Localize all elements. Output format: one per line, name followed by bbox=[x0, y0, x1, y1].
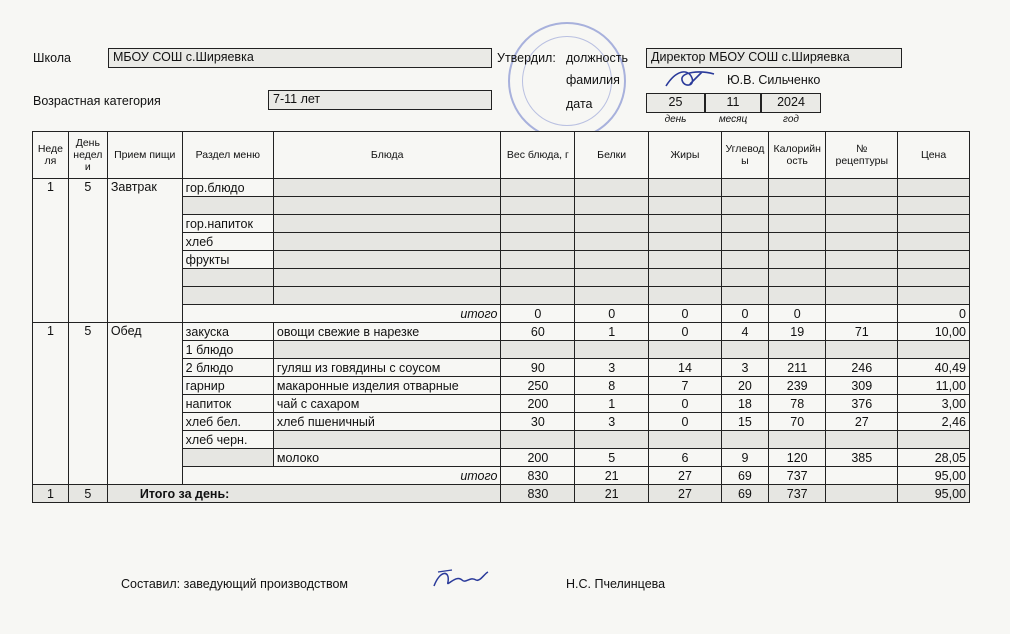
age-category-label: Возрастная категория bbox=[33, 94, 161, 108]
protein-cell: 1 bbox=[575, 323, 649, 341]
price-cell: 2,46 bbox=[898, 413, 970, 431]
table-row bbox=[33, 323, 970, 341]
kcal-cell bbox=[769, 341, 826, 359]
fat-cell bbox=[649, 431, 722, 449]
day-caption: день bbox=[664, 114, 687, 125]
breakfast-total-label: итого bbox=[182, 305, 501, 323]
fat-cell: 7 bbox=[649, 377, 722, 395]
section-cell: закуска bbox=[182, 323, 273, 341]
weight-cell: 200 bbox=[501, 395, 575, 413]
col-kcal: Калорийн ость bbox=[769, 132, 826, 179]
price-cell: 10,00 bbox=[898, 323, 970, 341]
section-cell: хлеб bbox=[182, 233, 273, 251]
protein-cell bbox=[575, 341, 649, 359]
fat-cell: 6 bbox=[649, 449, 722, 467]
dish-cell bbox=[273, 341, 501, 359]
weight-cell: 250 bbox=[501, 377, 575, 395]
section-cell: 1 блюдо bbox=[182, 341, 273, 359]
lunch-total-label: итого bbox=[182, 467, 501, 485]
section-cell bbox=[182, 269, 273, 287]
price-cell bbox=[898, 431, 970, 449]
col-week: Неде ля bbox=[33, 132, 69, 179]
col-recipe: № рецептуры bbox=[826, 132, 898, 179]
section-cell: хлеб бел. bbox=[182, 413, 273, 431]
col-price: Цена bbox=[898, 132, 970, 179]
weight-cell bbox=[501, 431, 575, 449]
breakfast-total-carbs: 0 bbox=[721, 305, 768, 323]
breakfast-meal: Завтрак bbox=[107, 179, 182, 323]
composer-name: Н.С. Пчелинцева bbox=[566, 577, 666, 591]
table-row bbox=[33, 179, 970, 197]
lunch-total-price: 95,00 bbox=[898, 467, 970, 485]
col-meal: Прием пищи bbox=[107, 132, 182, 179]
carbs-cell: 15 bbox=[721, 413, 768, 431]
col-protein: Белки bbox=[575, 132, 649, 179]
col-section: Раздел меню bbox=[182, 132, 273, 179]
section-cell bbox=[182, 449, 273, 467]
day-total-weight: 830 bbox=[501, 485, 575, 503]
col-weekday: День недел и bbox=[68, 132, 107, 179]
weight-cell: 200 bbox=[501, 449, 575, 467]
protein-cell: 5 bbox=[575, 449, 649, 467]
recipe-cell: 27 bbox=[826, 413, 898, 431]
year-caption: год bbox=[783, 114, 799, 125]
lunch-total-fat: 27 bbox=[649, 467, 722, 485]
protein-cell: 8 bbox=[575, 377, 649, 395]
month-caption: месяц bbox=[718, 114, 748, 125]
breakfast-total-weight: 0 bbox=[501, 305, 575, 323]
kcal-cell: 19 bbox=[769, 323, 826, 341]
section-cell: 2 блюдо bbox=[182, 359, 273, 377]
date-month-field: 11 bbox=[705, 93, 761, 113]
composed-by-label: Составил: заведующий производством bbox=[121, 577, 349, 591]
day-total-price: 95,00 bbox=[898, 485, 970, 503]
recipe-cell: 309 bbox=[826, 377, 898, 395]
lunch-day: 5 bbox=[68, 323, 107, 485]
date-year-field: 2024 bbox=[761, 93, 821, 113]
composer-signature-icon bbox=[430, 566, 492, 592]
lunch-total-kcal: 737 bbox=[769, 467, 826, 485]
section-cell: хлеб черн. bbox=[182, 431, 273, 449]
kcal-cell: 239 bbox=[769, 377, 826, 395]
weight-cell: 90 bbox=[501, 359, 575, 377]
lunch-total-carbs: 69 bbox=[721, 467, 768, 485]
dish-cell: хлеб пшеничный bbox=[273, 413, 501, 431]
menu-table bbox=[32, 131, 970, 503]
school-label: Школа bbox=[33, 51, 71, 65]
price-cell: 11,00 bbox=[898, 377, 970, 395]
day-total-label: Итого за день: bbox=[107, 485, 501, 503]
fat-cell bbox=[649, 341, 722, 359]
carbs-cell: 18 bbox=[721, 395, 768, 413]
day-total-day: 5 bbox=[68, 485, 107, 503]
lunch-week: 1 bbox=[33, 323, 69, 485]
dish-cell: чай с сахаром bbox=[273, 395, 501, 413]
dish-cell: молоко bbox=[273, 449, 501, 467]
day-total-carbs: 69 bbox=[721, 485, 768, 503]
dish-cell bbox=[273, 431, 501, 449]
breakfast-total-kcal: 0 bbox=[769, 305, 826, 323]
price-cell bbox=[898, 341, 970, 359]
col-fat: Жиры bbox=[649, 132, 722, 179]
kcal-cell: 78 bbox=[769, 395, 826, 413]
day-total-fat: 27 bbox=[649, 485, 722, 503]
director-signature-icon bbox=[662, 64, 722, 92]
carbs-cell: 9 bbox=[721, 449, 768, 467]
lunch-meal: Обед bbox=[107, 323, 182, 485]
date-day-field: 25 bbox=[646, 93, 705, 113]
position-label: должность bbox=[566, 51, 628, 65]
protein-cell: 3 bbox=[575, 359, 649, 377]
day-total-kcal: 737 bbox=[769, 485, 826, 503]
protein-cell: 1 bbox=[575, 395, 649, 413]
breakfast-total-price: 0 bbox=[898, 305, 970, 323]
day-total-row bbox=[33, 485, 970, 503]
section-cell: напиток bbox=[182, 395, 273, 413]
col-carbs: Углевод ы bbox=[721, 132, 768, 179]
fat-cell: 0 bbox=[649, 413, 722, 431]
lunch-total-protein: 21 bbox=[575, 467, 649, 485]
section-cell: гарнир bbox=[182, 377, 273, 395]
age-category-field: 7-11 лет bbox=[268, 90, 492, 110]
section-cell bbox=[182, 197, 273, 215]
date-label: дата bbox=[566, 97, 593, 111]
kcal-cell bbox=[769, 431, 826, 449]
kcal-cell: 211 bbox=[769, 359, 826, 377]
weight-cell: 60 bbox=[501, 323, 575, 341]
col-dish: Блюда bbox=[273, 132, 501, 179]
kcal-cell: 70 bbox=[769, 413, 826, 431]
recipe-cell: 246 bbox=[826, 359, 898, 377]
weight-cell: 30 bbox=[501, 413, 575, 431]
breakfast-total-protein: 0 bbox=[575, 305, 649, 323]
section-cell: гор.блюдо bbox=[182, 179, 273, 197]
recipe-cell bbox=[826, 341, 898, 359]
day-total-week: 1 bbox=[33, 485, 69, 503]
protein-cell: 3 bbox=[575, 413, 649, 431]
price-cell: 40,49 bbox=[898, 359, 970, 377]
breakfast-day: 5 bbox=[68, 179, 107, 323]
carbs-cell: 4 bbox=[721, 323, 768, 341]
section-cell: гор.напиток bbox=[182, 215, 273, 233]
dish-cell: овощи свежие в нарезке bbox=[273, 323, 501, 341]
protein-cell bbox=[575, 431, 649, 449]
surname-value: Ю.В. Сильченко bbox=[727, 73, 821, 87]
section-cell bbox=[182, 287, 273, 305]
approved-label: Утвердил: bbox=[497, 51, 556, 65]
recipe-cell bbox=[826, 431, 898, 449]
recipe-cell: 385 bbox=[826, 449, 898, 467]
price-cell: 28,05 bbox=[898, 449, 970, 467]
fat-cell: 0 bbox=[649, 395, 722, 413]
day-total-protein: 21 bbox=[575, 485, 649, 503]
table-header-row bbox=[33, 132, 970, 179]
fat-cell: 0 bbox=[649, 323, 722, 341]
fat-cell: 14 bbox=[649, 359, 722, 377]
weight-cell bbox=[501, 341, 575, 359]
dish-cell: гуляш из говядины с соусом bbox=[273, 359, 501, 377]
lunch-total-weight: 830 bbox=[501, 467, 575, 485]
carbs-cell: 3 bbox=[721, 359, 768, 377]
breakfast-total-fat: 0 bbox=[649, 305, 722, 323]
carbs-cell: 20 bbox=[721, 377, 768, 395]
position-field: Директор МБОУ СОШ с.Ширяевка bbox=[646, 48, 902, 68]
col-weight: Вес блюда, г bbox=[501, 132, 575, 179]
price-cell: 3,00 bbox=[898, 395, 970, 413]
school-field: МБОУ СОШ с.Ширяевка bbox=[108, 48, 492, 68]
recipe-cell: 71 bbox=[826, 323, 898, 341]
surname-label: фамилия bbox=[566, 73, 620, 87]
breakfast-week: 1 bbox=[33, 179, 69, 323]
recipe-cell: 376 bbox=[826, 395, 898, 413]
carbs-cell bbox=[721, 431, 768, 449]
carbs-cell bbox=[721, 341, 768, 359]
dish-cell: макаронные изделия отварные bbox=[273, 377, 501, 395]
section-cell: фрукты bbox=[182, 251, 273, 269]
kcal-cell: 120 bbox=[769, 449, 826, 467]
